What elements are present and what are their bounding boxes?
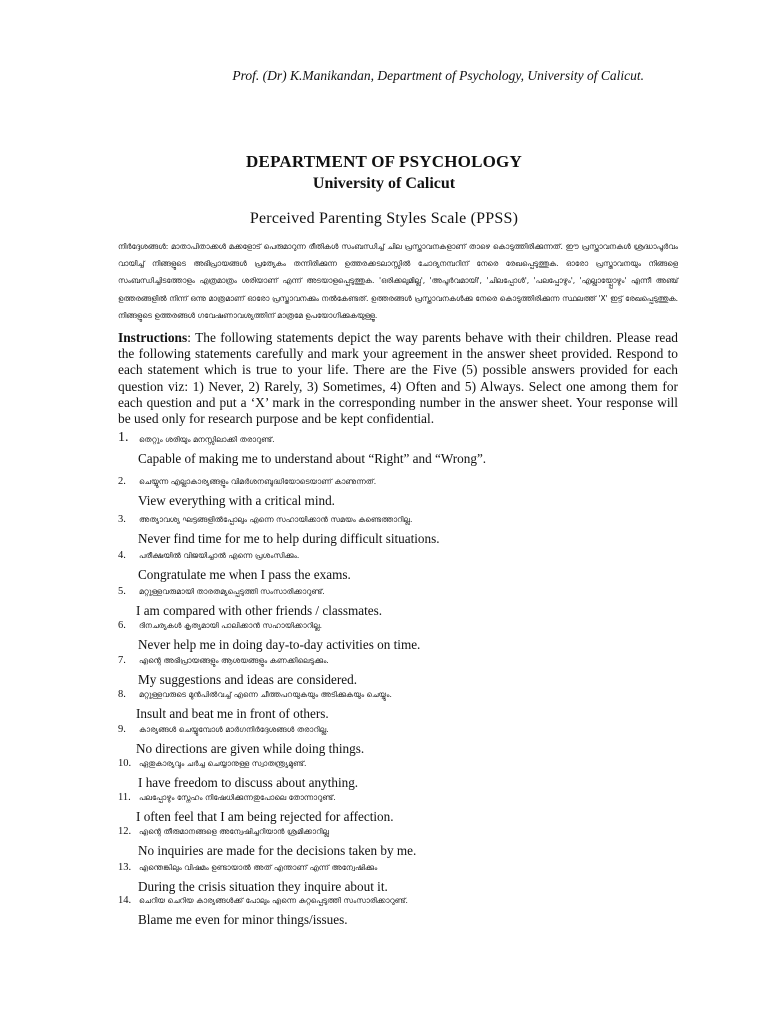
- statement-malayalam: ചെയ്യുന്ന എല്ലാകാര്യങ്ങളും വിമർശനബുദ്ധിയോടെയാണ് കാണുന്നത്.: [139, 477, 377, 486]
- statement-number: 9.: [118, 724, 126, 735]
- department-title: DEPARTMENT OF PSYCHOLOGY: [246, 152, 522, 171]
- instructions-text: : The following statements depict the way parents behave with their children. Please read the following statements carefully and mark your agreement in the answer sheet provided. Respond to each statement which is true to your life. There are the Five (5) possible answers provided for each question viz: 1) Never, 2) Rarely, 3) Sometimes, 4) Often and 5) Always. Select one among them for each question and put a ‘X’ mark in the corresponding number in the answer sheet. Your response will be used only for research purpose and be kept confidential.: [118, 330, 678, 427]
- statement-number: 4.: [118, 550, 126, 561]
- statement-item: [118, 655, 678, 689]
- statement-item: [118, 586, 678, 620]
- statement-item: [118, 826, 678, 860]
- statement-malayalam: മറ്റുള്ളവരുമായി താരതമ്യപ്പെടുത്തി സംസാരിക്കാറുണ്ട്.: [139, 587, 325, 596]
- statement-item: [118, 689, 678, 723]
- statement-item: [118, 550, 678, 584]
- statement-number: 1.: [118, 430, 129, 445]
- statement-number: 8.: [118, 689, 126, 700]
- statement-item: [118, 514, 678, 548]
- statement-english: Never help me in doing day-to-day activities on time.: [138, 637, 421, 652]
- statement-english: My suggestions and ideas are considered.: [138, 672, 358, 687]
- statement-malayalam: പലപ്പോഴും സ്നേഹം നിഷേധിക്കുന്നതുപോലെ തോന്നാറുണ്ട്.: [139, 793, 336, 802]
- statement-english: No directions are given while doing things.: [136, 741, 365, 756]
- statement-item: [118, 476, 678, 510]
- statement-malayalam: എന്റെ തീരുമാനങ്ങളെ അന്വേഷിച്ചറിയാൻ ശ്രമിക്കാറില്ല: [139, 827, 329, 836]
- instructions-label: Instructions: [118, 330, 188, 345]
- malayalam-instructions: നിർദ്ദേശങ്ങൾ: മാതാപിതാക്കൾ മക്കളോട് പെരുമാറുന്ന രീതികൾ സംബന്ധിച്ച് ചില പ്രസ്താവനകളാണ് താഴെ കൊടുത്തിരിക്കുന്നത്. ഈ പ്രസ്താവനകൾ ശ്രദ്ധാപൂർവം വായിച്ച് നിങ്ങളുടെ അഭിപ്രായങ്ങൾ പ്രത്യേകം തന്നിരിക്കുന്ന ഉത്തരക്കടലാസ്സിൽ ചോദ്യനമ്പറിന് നേരെ രേഖപ്പെടുത്തുക. ഓരോ പ്രസ്താവനയും നിങ്ങളെ സംബന്ധിച്ചിടത്തോളം എത്രമാത്രം ശരിയാണ് എന്ന് അടയാളപ്പെടുത്തുക. 'ഒരിക്കലുമില്ല', 'അപൂർവമായി', 'ചിലപ്പോൾ', 'പലപ്പോഴും', 'എല്ലായ്പ്പോഴും' എന്നീ അഞ്ച് ഉത്തരങ്ങളിൽ നിന്ന് ഒന്നു മാത്രമാണ് ഓരോ പ്രസ്താവനക്കും നൽകേണ്ടത്. ഉത്തരങ്ങൾ പ്രസ്താവനകൾക്കു നേരെ കൊടുത്തിരിക്കുന്ന സ്ഥലത്ത് 'X' ഇട്ട് രേഖപ്പെടുത്തുക. നിങ്ങളുടെ ഉത്തരങ്ങൾ ഗവേഷണാവശ്യത്തിന് മാത്രമേ ഉപയോഗിക്കുകയുള്ളൂ.: [118, 242, 678, 320]
- statement-number: 3.: [118, 514, 126, 525]
- statement-english: During the crisis situation they inquire about it.: [138, 879, 388, 894]
- statement-malayalam: ചെറിയ ചെറിയ കാര്യങ്ങൾക്ക് പോലും എന്നെ കുറ്റപ്പെടുത്തി സംസാരിക്കാറുണ്ട്.: [139, 896, 408, 905]
- statement-malayalam: അത്യാവശ്യ ഘട്ടങ്ങളിൽപ്പോലും എന്നെ സഹായിക്കാൻ സമയം കണ്ടെത്താറില്ല.: [139, 515, 413, 524]
- statement-english: I have freedom to discuss about anything.: [138, 775, 359, 790]
- statement-number: 10.: [118, 758, 132, 769]
- statement-number: 7.: [118, 655, 126, 666]
- statement-number: 13.: [118, 862, 132, 873]
- statement-item: [118, 792, 678, 826]
- scale-title: Perceived Parenting Styles Scale (PPSS): [249, 210, 519, 227]
- statement-malayalam: ഏതുകാര്യവും ചർച്ച ചെയ്യാനുള്ള സ്വാതന്ത്ര്യമുണ്ട്.: [139, 759, 307, 768]
- university-title: University of Calicut: [312, 175, 456, 192]
- author-credit: Prof. (Dr) K.Manikandan, Department of Psychology, University of Calicut.: [232, 68, 644, 83]
- statement-english: I am compared with other friends / classmates.: [136, 603, 383, 618]
- statement-malayalam: കാര്യങ്ങൾ ചെയ്യുമ്പോൾ മാർഗനിർദ്ദേശങ്ങൾ തരാറില്ല.: [139, 725, 329, 734]
- statement-malayalam: തെറ്റും ശരിയും മനസ്സിലാക്കി തരാറുണ്ട്.: [139, 435, 275, 444]
- statement-number: 11.: [118, 792, 131, 803]
- statement-malayalam: മറ്റുള്ളവരുടെ മുൻപിൽവച്ച് എന്നെ ചീത്തപറയുകയും അടിക്കുകയും ചെയ്യും.: [139, 690, 392, 699]
- statement-english: No inquiries are made for the decisions taken by me.: [138, 843, 417, 858]
- statement-item: [118, 758, 678, 792]
- statement-english: Insult and beat me in front of others.: [136, 706, 329, 721]
- statement-item: [118, 724, 678, 758]
- statement-item: [118, 895, 678, 929]
- statement-english: Blame me even for minor things/issues.: [138, 912, 348, 927]
- statement-english: View everything with a critical mind.: [138, 493, 335, 508]
- statement-english: Never find time for me to help during difficult situations.: [138, 531, 440, 546]
- statement-malayalam: എന്തെങ്കിലും വിഷമം ഉണ്ടായാൽ അത് എന്താണ് എന്ന് അന്വേഷിക്കും: [139, 863, 378, 872]
- statement-number: 5.: [118, 586, 126, 597]
- statement-malayalam: പരീക്ഷയിൽ വിജയിച്ചാൽ എന്നെ പ്രശംസിക്കും.: [139, 551, 300, 560]
- statement-item: [118, 620, 678, 654]
- statement-item: [118, 862, 678, 896]
- statement-malayalam: ദിനചര്യകൾ കൃത്യമായി പാലിക്കാൻ സഹായിക്കാറില്ല.: [139, 621, 322, 630]
- english-instructions: [118, 330, 678, 427]
- statement-item: [118, 430, 678, 468]
- statement-english: Capable of making me to understand about “Right” and “Wrong”.: [138, 451, 487, 466]
- statement-number: 2.: [118, 476, 126, 487]
- statement-english: I often feel that I am being rejected for affection.: [136, 809, 394, 824]
- statement-number: 14.: [118, 895, 132, 906]
- statement-number: 12.: [118, 826, 132, 837]
- statement-english: Congratulate me when I pass the exams.: [138, 567, 351, 582]
- statement-malayalam: എന്റെ അഭിപ്രായങ്ങളും ആശയങ്ങളും കണക്കിലെടുക്കും.: [139, 656, 329, 665]
- statement-number: 6.: [118, 620, 126, 631]
